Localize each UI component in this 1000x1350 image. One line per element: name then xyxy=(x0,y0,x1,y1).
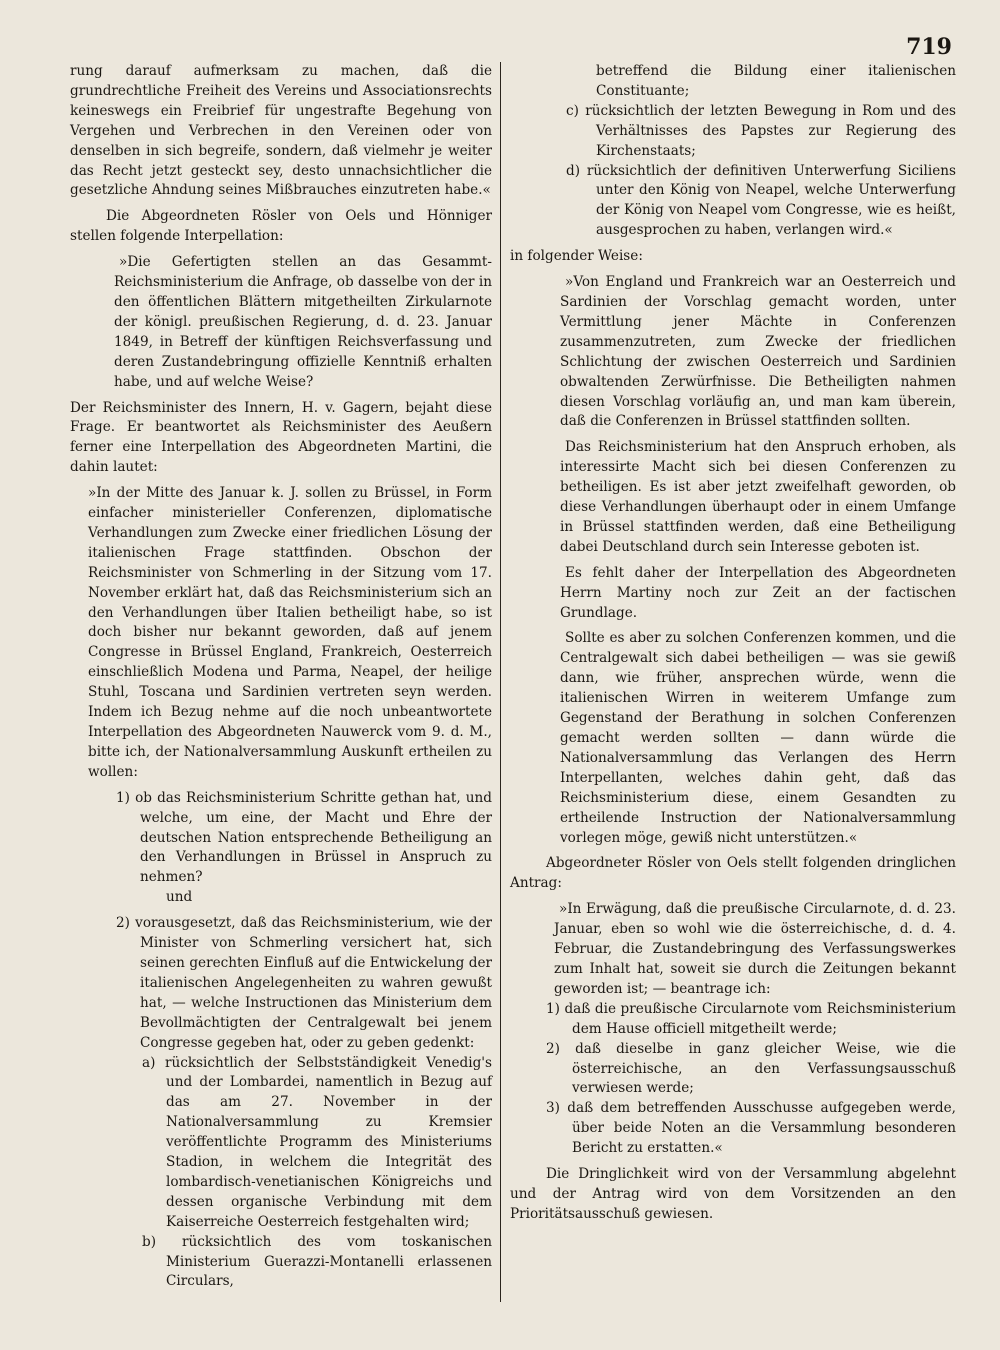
quoted-paragraph: Es fehlt daher der Interpellation des Abgeordneten Herrn Martiny noch zur Zeit an der factischen Grundlage. xyxy=(560,564,956,621)
list-item: 3) daß dem betreffenden Ausschusse aufgegeben werde, über beide Noten an die Versammlung besonderen Bericht zu erstatten.« xyxy=(546,1100,956,1157)
left-column xyxy=(70,62,492,1292)
list-subitem: d) rücksichtlich der definitiven Unterwerfung Siciliens unter den König von Neapel, welche Unterwerfung der König von Neapel vom Congresse, wie es heißt, ausgesprochen zu haben, verlangen wird.« xyxy=(566,162,956,239)
list-subitem-continuation: betreffend die Bildung einer italienischen Constituante; xyxy=(596,63,956,99)
paragraph: in folgender Weise: xyxy=(510,248,643,265)
right-column xyxy=(510,62,956,1225)
paragraph: Die Abgeordneten Rösler von Oels und Hönniger stellen folgende Interpellation: xyxy=(70,208,492,245)
list-item: 1) daß die preußische Circularnote vom Reichsministerium dem Hause officiell mitgetheilt werde; xyxy=(546,1000,956,1037)
quoted-paragraph: »In Erwägung, daß die preußische Circularnote, d. d. 23. Januar, eben so wohl wie die österreichische, d. d. 4. Februar, die Zustandebringung des Verfassungswerkes zum Inhalt hat, soweit sie durch die Zeitungen bekannt geworden ist; — beantrage ich: xyxy=(554,901,956,997)
quoted-paragraph: »Die Gefertigten stellen an das Gesammt-Reichsministerium die Anfrage, ob dasselbe von der in den öffentlichen Blättern mitgetheilten Zirkularnote der königl. preußischen Regierung, d. d. 23. Januar 1849, in Betreff der künftigen Reichsverfassung und deren Zustandebringung offizielle Kenntniß erhalten habe, und auf welche Weise? xyxy=(114,254,492,390)
list-item: 1) ob das Reichsministerium Schritte gethan hat, und welche, um eine, der Macht und Ehre der deutschen Nation entsprechende Betheiligung an den Verhandlungen in Brüssel in Anspruch zu nehmen? xyxy=(116,789,492,886)
paragraph: Der Reichsminister des Innern, H. v. Gagern, bejaht diese Frage. Er beantwortet als Reichsminister des Aeußern ferner eine Interpellation des Abgeordneten Martini, die dahin lautet: xyxy=(70,399,492,476)
paragraph: rung darauf aufmerksam zu machen, daß die grundrechtliche Freiheit des Vereins und Associationsrechts keineswegs ein Freibrief für ungestrafte Begehung von Vergehen und Verbrechen in den Vereinen oder von denselben in sich begreife, sondern, daß vielmehr je weiter das Recht jetzt gesteckt sey, desto unnachsichtlicher die gesetzliche Ahndung seines Mißbrauches einzutreten habe.« xyxy=(70,63,492,199)
list-item: 2) daß dieselbe in ganz gleicher Weise, wie die österreichische, an den Verfassungsausschuß verwiesen werde; xyxy=(546,1040,956,1097)
list-subitem: b) rücksichtlich des vom toskanischen Ministerium Guerazzi-Montanelli erlassenen Circulars, xyxy=(142,1233,492,1290)
quoted-paragraph: Das Reichsministerium hat den Anspruch erhoben, als interessirte Macht sich bei diesen Conferenzen zu betheiligen. Es ist aber jetzt zweifelhaft geworden, ob diese Verhandlungen überhaupt oder in einem Umfange in Brüssel stattfinden werden, daß eine Betheiligung dabei Deutschland durch sein Interesse geboten ist. xyxy=(560,439,956,555)
list-item: 2) vorausgesetzt, daß das Reichsministerium, wie der Minister von Schmerling versichert hat, sich seinen gerechten Einfluß auf die Entwickelung der italienischen Angelegenheiten zu wahren gewußt hat, — welche Instructionen das Ministerium dem Bevollmächtigten der Centralgewalt bei jenem Congresse gegeben hat, oder zu geben gedenkt: xyxy=(116,915,492,1051)
page-number: 719 xyxy=(906,34,952,60)
list-subitem: c) rücksichtlich der letzten Bewegung in Rom und des Verhältnisses des Papstes zur Regierung des Kirchenstaats; xyxy=(566,102,956,159)
paragraph: Abgeordneter Rösler von Oels stellt folgenden dringlichen Antrag: xyxy=(510,855,956,892)
quoted-paragraph: »In der Mitte des Januar k. J. sollen zu Brüssel, in Form einfacher ministerieller Conferenzen, diplomatische Verhandlungen zum Zwecke einer friedlichen Lösung der italienischen Frage stattfinden. Obschon der Reichsminister von Schmerling in der Sitzung vom 17. November erklärt hat, daß das Reichsministerium sich an den Verhandlungen über Italien betheiligt habe, so ist doch bisher nur bekannt geworden, daß auf jenem Congresse in Brüssel England, Frankreich, Oesterreich einschließlich Modena und Parma, Neapel, der heilige Stuhl, Toscana und Sardinien vertreten seyn werden. Indem ich Bezug nehme auf die noch unbeantwortete Interpellation des Abgeordneten Nauwerck vom 9. d. M., bitte ich, der Nationalversammlung Auskunft ertheilen zu wollen: xyxy=(88,485,492,780)
list-subitem: a) rücksichtlich der Selbstständigkeit Venedig's und der Lombardei, namentlich in Bezug auf das am 27. November in der Nationalversammlung zu Kremsier veröffentlichte Programm des Ministeriums Stadion, in welchem die Integrität des lombardisch-venetianischen Königreichs und dessen organische Verbindung mit dem Kaiserreiche Oesterreich festgehalten wird; xyxy=(142,1054,492,1230)
paragraph: Die Dringlichkeit wird von der Versammlung abgelehnt und der Antrag wird von dem Vorsitzenden an den Prioritätsausschuß gewiesen. xyxy=(510,1166,956,1222)
list-connector: und xyxy=(166,889,193,906)
quoted-paragraph: »Von England und Frankreich war an Oesterreich und Sardinien der Vorschlag gemacht worden, unter Vermittlung jener Mächte in Conferenzen zusammenzutreten, zum Zwecke der friedlichen Schlichtung der zwischen Oesterreich und Sardinien obwaltenden Zerwürfnisse. Die Betheiligten nahmen diesen Vorschlag vorläufig an, und man kam überein, daß die Conferenzen in Brüssel stattfinden sollten. xyxy=(560,274,956,430)
column-divider xyxy=(500,62,501,1302)
quoted-paragraph: Sollte es aber zu solchen Conferenzen kommen, und die Centralgewalt sich dabei betheiligen — was sie gewiß dann, wie früher, ansprechen würde, wenn die italienischen Wirren in weiterem Umfange zum Gegenstand der Berathung in solchen Conferenzen gemacht werden sollten — dann würde die Nationalversammlung das Verlangen des Herrn Interpellanten, welches dahin geht, daß das Reichsministerium diese, einem Gesandten zu ertheilende Instruction der Nationalversammlung vorlegen möge, gewiß nicht unterstützen.« xyxy=(560,630,956,846)
